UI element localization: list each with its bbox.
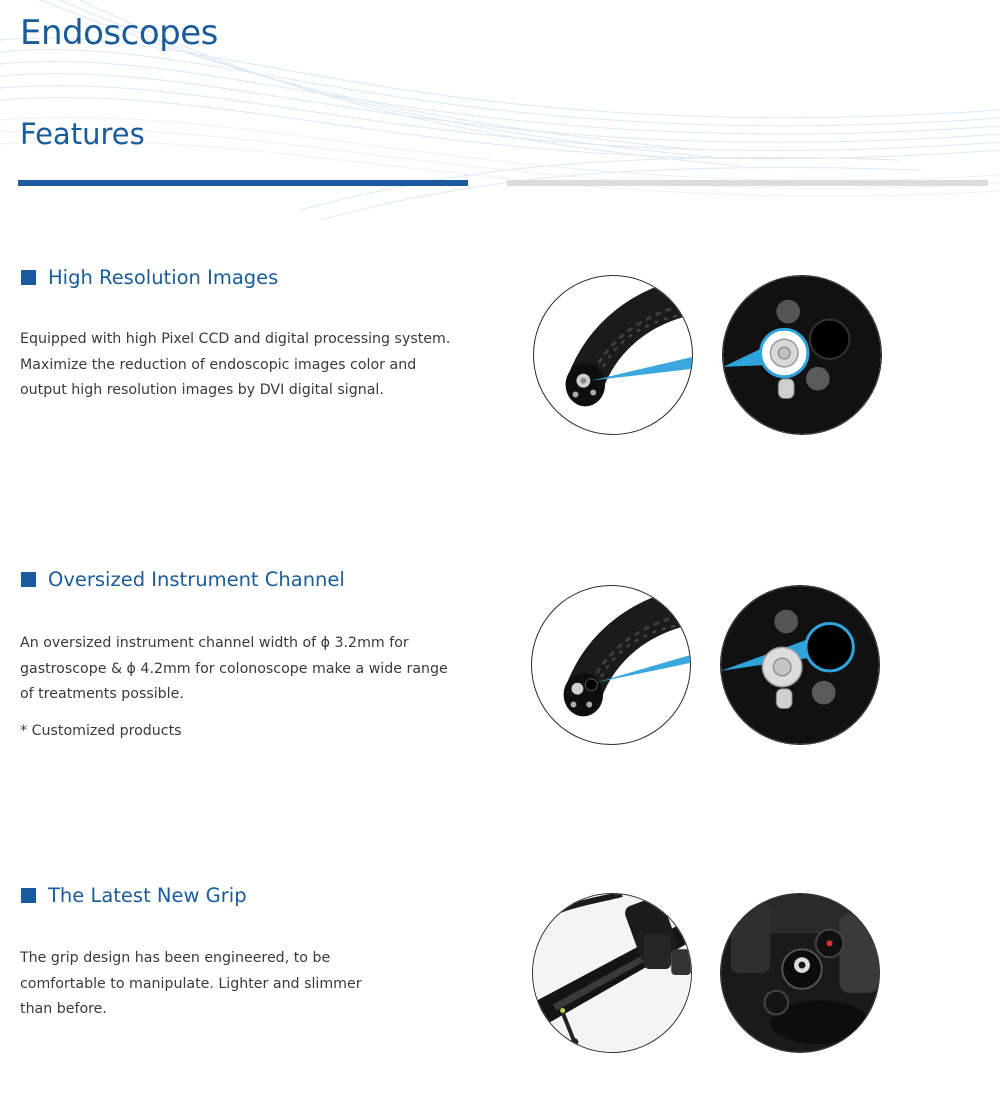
text-line: An oversized instrument channel width of ϕ 3.2mm for <box>20 635 409 651</box>
text-line: of treatments possible. <box>20 686 184 702</box>
text-line: The grip design has been engineered, to be <box>20 950 331 966</box>
footnote: * Customized products <box>20 723 182 739</box>
grip-image <box>532 893 692 1053</box>
feature-title: Oversized Instrument Channel <box>48 568 345 591</box>
square-bullet-icon <box>21 888 36 903</box>
grip-control-closeup-image <box>720 893 880 1053</box>
text-line: comfortable to manipulate. Lighter and slimmer <box>20 975 362 992</box>
text-line: than before. <box>20 1001 107 1017</box>
section-heading-features: Features <box>20 117 145 151</box>
lens-closeup-image <box>722 275 882 435</box>
feature-title: The Latest New Grip <box>48 884 247 907</box>
square-bullet-icon <box>21 572 36 587</box>
endoscope-tip-image <box>533 275 693 435</box>
channel-closeup-image <box>720 585 880 745</box>
feature-title: High Resolution Images <box>48 266 279 289</box>
feature-description <box>20 327 450 404</box>
feature-heading <box>21 884 247 907</box>
heading-underline-grey <box>507 180 988 186</box>
feature-description <box>20 946 362 1023</box>
page-title: Endoscopes <box>20 13 218 53</box>
feature-heading <box>21 266 278 289</box>
text-line: Maximize the reduction of endoscopic images color and <box>20 356 417 373</box>
text-line: output high resolution images by DVI digital signal. <box>20 382 384 398</box>
feature-heading <box>21 568 345 591</box>
heading-underline-blue <box>18 180 468 186</box>
text-line: gastroscope & ϕ 4.2mm for colonoscope make a wide range <box>20 660 448 677</box>
endoscope-tip-image <box>531 585 691 745</box>
feature-description <box>20 631 448 708</box>
text-line: Equipped with high Pixel CCD and digital processing system. <box>20 331 451 347</box>
square-bullet-icon <box>21 270 36 285</box>
